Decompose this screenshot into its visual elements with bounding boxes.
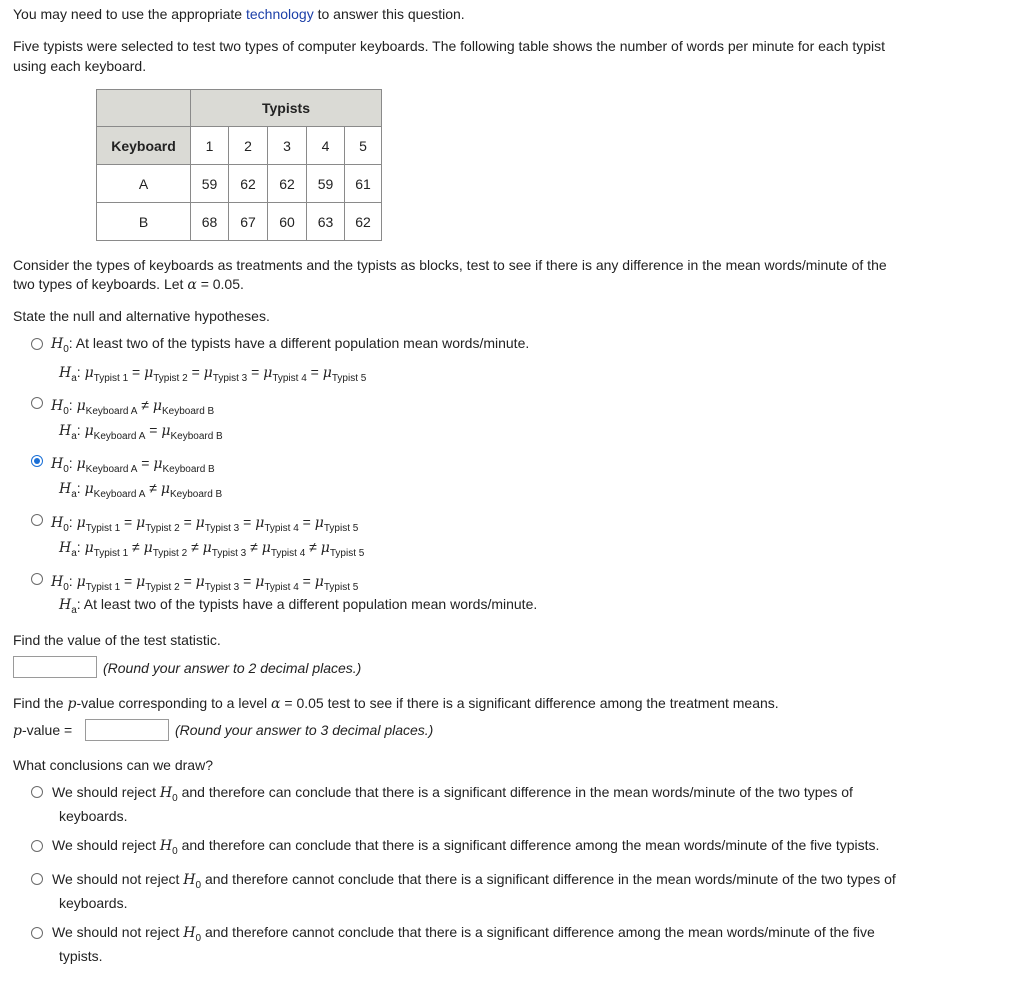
table-cell: 62 [268,165,307,203]
typist-header-1: 1 [191,127,229,165]
conclusion-option-1-radio[interactable] [31,786,43,798]
corner-cell [97,90,191,127]
hypothesis-option-3-ha: $H_a$: $\mu_{Keyboard A} \ne \mu_{Keyboard B}$ [59,480,223,500]
consider-post: = 0.05. [200,276,244,292]
conclusion-option-2-radio[interactable] [31,840,43,852]
typist-header-3: 3 [268,127,307,165]
table-cell: 59 [191,165,229,203]
table-cell: 60 [268,203,307,241]
table-cell: 61 [345,165,382,203]
table-row [97,203,382,241]
p-value-input[interactable] [85,719,169,741]
alpha-symbol: α [187,277,197,293]
problem-text-line2: using each keyboard. [13,58,147,74]
conclusion-option-2-text: We should reject $H_0$ and therefore can conclude that there is a significant difference among the mean words/minute of the five typists. [52,837,880,857]
problem-text-line1: Five typists were selected to test two types of computer keyboards. The following table shows the number of words per minute for each typist [13,38,886,54]
technology-note [13,6,465,22]
conclusion-option-3-radio[interactable] [31,873,43,885]
pvalue-round-note: (Round your answer to 3 decimal places.) [175,722,434,738]
table-cell: 59 [307,165,345,203]
conclusions-prompt: What conclusions can we draw? [13,757,213,773]
consider-text-line2 [13,276,244,293]
typist-header-4: 4 [307,127,345,165]
hypothesis-option-5-h0: $H_0$: $\mu_{Typist 1} = \mu_{Typist 2} = \mu_{Typist 3} = \mu_{Typist 4} = \mu_{Typist 5}$ [51,573,359,593]
hypothesis-option-1-radio[interactable] [31,338,43,350]
words-per-minute-table [96,89,382,241]
conclusion-option-4-text-cont: typists. [59,948,103,964]
table-cell: 62 [229,165,268,203]
conclusion-option-1-text: We should reject $H_0$ and therefore can conclude that there is a significant difference in the mean words/minute of the two types of [52,784,853,804]
hypothesis-option-2-ha: $H_a$: $\mu_{Keyboard A} = \mu_{Keyboard B}$ [59,422,223,442]
consider-pre: two types of keyboards. Let [13,276,184,292]
statistic-round-note: (Round your answer to 2 decimal places.) [103,660,362,676]
hypothesis-option-5-ha: $H_a$: At least two of the typists have a different population mean words/minute. [59,596,538,616]
keyboard-header: Keyboard [97,127,191,165]
conclusion-option-3-text-cont: keyboards. [59,895,128,911]
table-row [97,165,382,203]
conclusion-option-4-radio[interactable] [31,927,43,939]
hypothesis-option-1-h0: $H_0$: At least two of the typists have a different population mean words/minute. [51,335,530,355]
conclusion-option-1-text-cont: keyboards. [59,808,128,824]
table-cell: 67 [229,203,268,241]
conclusion-option-4-text: We should not reject $H_0$ and therefore cannot conclude that there is a significant difference among the mean words/minute of the five [52,924,875,944]
technology-link[interactable]: technology [245,6,314,22]
table-cell: 63 [307,203,345,241]
row-label-b: B [97,203,191,241]
consider-text-line1: Consider the types of keyboards as treatments and the typists as blocks, test to see if there is any difference in the mean words/minute of the [13,257,887,273]
typists-header: Typists [191,90,382,127]
hypothesis-option-3-h0: $H_0$: $\mu_{Keyboard A} = \mu_{Keyboard B}$ [51,455,215,475]
statistic-prompt: Find the value of the test statistic. [13,632,221,648]
hypothesis-option-1-ha: $H_a$: $\mu_{Typist 1} = \mu_{Typist 2} = \mu_{Typist 3} = \mu_{Typist 4} = \mu_{Typist 5}$ [59,364,367,384]
note-text-pre: You may need to use the appropriate [13,6,243,22]
pvalue-prompt: Find the p-value corresponding to a level α = 0.05 test to see if there is a significant difference among the treatment means. [13,695,779,712]
hypothesis-option-2-radio[interactable] [31,397,43,409]
hypothesis-option-4-radio[interactable] [31,514,43,526]
hypothesis-option-5-radio[interactable] [31,573,43,585]
test-statistic-input[interactable] [13,656,97,678]
hypothesis-option-2-h0: $H_0$: $\mu_{Keyboard A} \ne \mu_{Keyboard B}$ [51,397,215,417]
table-cell: 68 [191,203,229,241]
pvalue-label: p-value = [13,722,73,739]
hypothesis-option-3-radio[interactable] [31,455,43,467]
hypothesis-option-4-h0: $H_0$: $\mu_{Typist 1} = \mu_{Typist 2} = \mu_{Typist 3} = \mu_{Typist 4} = \mu_{Typist 5}$ [51,514,359,534]
typist-header-2: 2 [229,127,268,165]
typist-header-5: 5 [345,127,382,165]
conclusion-option-3-text: We should not reject $H_0$ and therefore cannot conclude that there is a significant difference in the mean words/minute of the two types of [52,871,896,891]
row-label-a: A [97,165,191,203]
table-cell: 62 [345,203,382,241]
hypotheses-prompt: State the null and alternative hypotheses. [13,308,270,324]
hypothesis-option-4-ha: $H_a$: $\mu_{Typist 1} \ne \mu_{Typist 2} \ne \mu_{Typist 3} \ne \mu_{Typist 4} \ne \mu_{Typist 5}$ [59,539,365,559]
note-text-post: to answer this question. [317,6,465,22]
